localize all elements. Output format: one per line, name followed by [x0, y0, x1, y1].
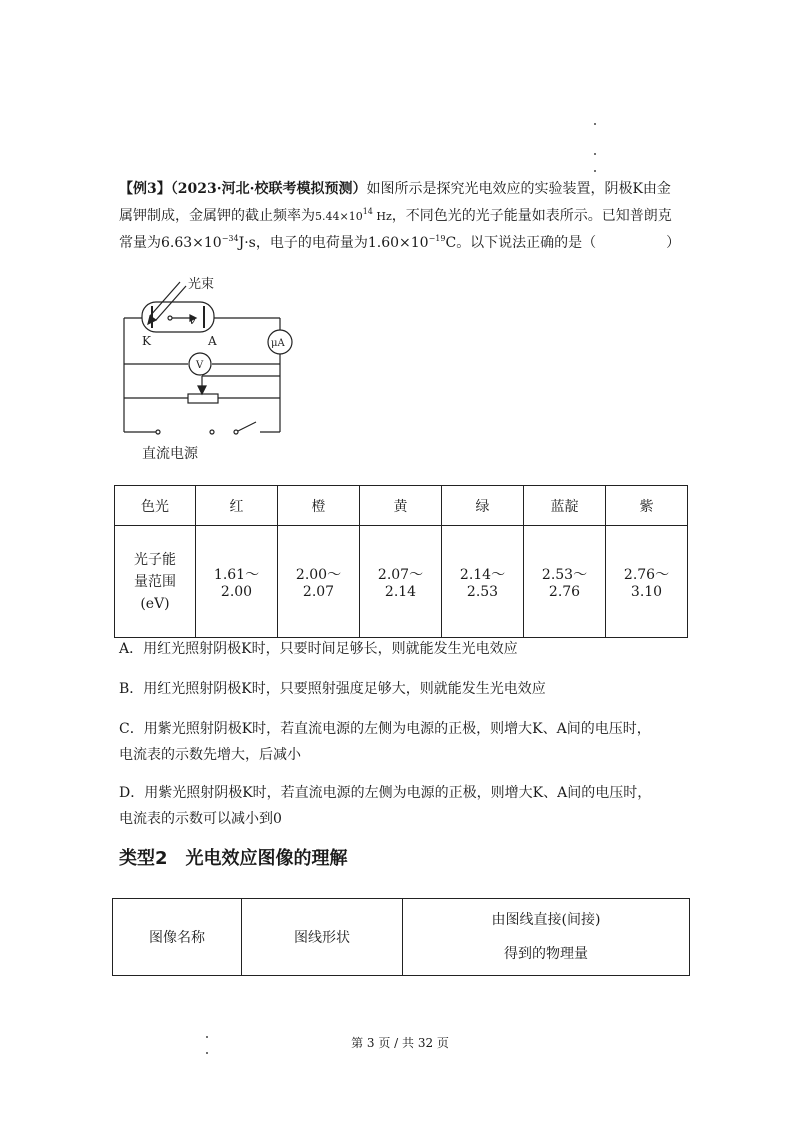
- option-b: B．用红光照射阴极K时，只要照射强度足够大，则就能发生光电效应: [119, 681, 546, 697]
- table-header-cell: 黄: [360, 486, 442, 526]
- example-tag: 【例3】: [119, 181, 171, 197]
- table-header-label: 色光: [115, 486, 196, 526]
- source-label: 直流电源: [142, 446, 198, 462]
- table-cell: 2.14～2.53: [442, 526, 524, 638]
- table-cell: 2.53～2.76: [524, 526, 606, 638]
- margin-dot: [206, 1052, 208, 1054]
- table-row-label: 光子能 量范围 (eV): [115, 526, 196, 638]
- table-cell: 1.61～2.00: [196, 526, 278, 638]
- margin-dot: [594, 123, 596, 125]
- option-d-line-2: 电流表的示数可以减小到0: [119, 811, 282, 827]
- table-header-cell: 橙: [278, 486, 360, 526]
- table-row: [115, 526, 688, 638]
- problem-source: （2023·河北·校联考模拟预测）: [170, 181, 367, 197]
- beam-label: 光束: [188, 277, 215, 292]
- table-header-cell: 红: [196, 486, 278, 526]
- circuit-diagram: [110, 272, 310, 467]
- margin-dot: [594, 153, 596, 155]
- option-c-line-1: C．用紫光照射阴极K时，若直流电源的左侧为电源的正极，则增大K、A间的电压时，: [119, 721, 651, 737]
- cathode-label: K: [142, 334, 151, 348]
- table-header-cell: 由图线直接(间接) 得到的物理量: [403, 899, 690, 976]
- table-header-cell: 蓝靛: [524, 486, 606, 526]
- graph-understanding-table: [112, 898, 690, 976]
- anode-label: A: [208, 334, 217, 348]
- table-header-cell: 图线形状: [242, 899, 403, 976]
- option-c-line-2: 电流表的示数先增大，后减小: [119, 747, 301, 763]
- rheostat: [188, 394, 218, 403]
- problem-line-3: 常量为$6.63\times 10^{-34}J\cdot s$，电子的电荷量为$1.60\times 10^{-19}C$。以下说法正确的是（ ）: [119, 234, 681, 251]
- problem-line-1: 【例3】（2023·河北·校联考模拟预测）如图所示是探究光电效应的实验装置，阴极K由金: [119, 181, 671, 197]
- ammeter-label: μA: [271, 338, 285, 349]
- table-header-row: [113, 899, 690, 976]
- option-a: A．用红光照射阴极K时，只要时间足够长，则就能发生光电效应: [119, 641, 518, 657]
- problem-line-2: 属钾制成，金属钾的截止频率为$5.44\times 10^{14}$ Hz，不同色光的光子能量如表所示。已知普朗克: [119, 207, 672, 224]
- section-heading: 类型2 光电效应图像的理解: [119, 848, 348, 869]
- table-cell: 2.00～2.07: [278, 526, 360, 638]
- table-header-cell: 紫: [606, 486, 688, 526]
- table-header-row: [115, 486, 688, 526]
- table-header-cell: 图像名称: [113, 899, 242, 976]
- table-header-cell: 绿: [442, 486, 524, 526]
- margin-dot: [594, 170, 596, 172]
- table-cell: 2.76～3.10: [606, 526, 688, 638]
- velocity-label: v: [189, 313, 196, 327]
- page-footer: 第 3 页 / 共 32 页: [351, 1036, 449, 1050]
- table-cell: 2.07～2.14: [360, 526, 442, 638]
- photon-energy-table: [114, 485, 688, 638]
- option-d-line-1: D．用紫光照射阴极K时，若直流电源的左侧为电源的正极，则增大K、A间的电压时，: [119, 785, 652, 801]
- voltmeter-label: V: [196, 360, 204, 371]
